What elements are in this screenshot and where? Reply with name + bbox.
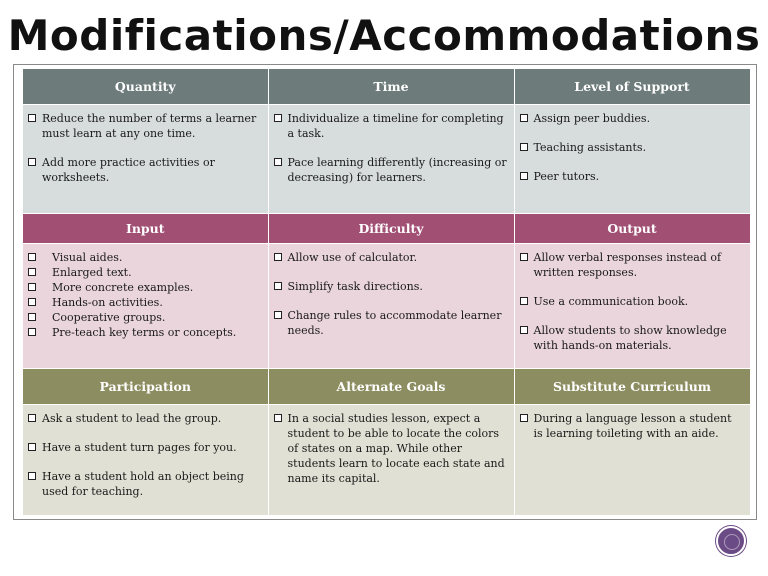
- header-alternate-goals: Alternate Goals: [268, 369, 514, 405]
- list-item: Simplify task directions.: [274, 279, 508, 294]
- cell-difficulty: [268, 244, 514, 369]
- list-item: Add more practice activities or worksheets.: [28, 155, 262, 185]
- list-item: Have a student hold an object being used for teaching.: [28, 469, 262, 499]
- list-item: Have a student turn pages for you.: [28, 440, 262, 455]
- table-row: [23, 405, 750, 516]
- list-item: Individualize a timeline for completing a task.: [274, 111, 508, 141]
- list-item: Pre-teach key terms or concepts.: [28, 325, 262, 340]
- list-item: Reduce the number of terms a learner must learn at any one time.: [28, 111, 262, 141]
- cell-output: [514, 244, 750, 369]
- header-level-of-support: Level of Support: [514, 69, 750, 105]
- header-row: [23, 369, 750, 405]
- list-item: Visual aides.: [28, 250, 262, 265]
- list-item: Allow verbal responses instead of written responses.: [520, 250, 744, 280]
- accommodations-table: [23, 69, 751, 516]
- cell-alternate-goals: [268, 405, 514, 516]
- list-item: Cooperative groups.: [28, 310, 262, 325]
- list-item: Ask a student to lead the group.: [28, 411, 262, 426]
- list-item: Assign peer buddies.: [520, 111, 744, 126]
- cell-level-of-support: [514, 105, 750, 214]
- list-item: During a language lesson a student is learning toileting with an aide.: [520, 411, 744, 441]
- header-row: [23, 69, 750, 105]
- header-row: [23, 214, 750, 244]
- cell-quantity: [23, 105, 268, 214]
- cell-substitute-curriculum: [514, 405, 750, 516]
- header-time: Time: [268, 69, 514, 105]
- header-difficulty: Difficulty: [268, 214, 514, 244]
- slide-nav-button[interactable]: [716, 526, 746, 556]
- list-item: Peer tutors.: [520, 169, 744, 184]
- list-item: Use a communication book.: [520, 294, 744, 309]
- cell-input: [23, 244, 268, 369]
- cell-participation: [23, 405, 268, 516]
- page-title: Modifications/Accommodations: [7, 11, 761, 60]
- list-item: Hands-on activities.: [28, 295, 262, 310]
- list-item: Allow students to show knowledge with hands-on materials.: [520, 323, 744, 353]
- header-quantity: Quantity: [23, 69, 268, 105]
- header-output: Output: [514, 214, 750, 244]
- list-item: In a social studies lesson, expect a student to be able to locate the colors of states on a map. While other students learn to locate each state and name its capital.: [274, 411, 508, 486]
- list-item: More concrete examples.: [28, 280, 262, 295]
- table-row: [23, 244, 750, 369]
- table-row: [23, 105, 750, 214]
- list-item: Allow use of calculator.: [274, 250, 508, 265]
- list-item: Change rules to accommodate learner needs.: [274, 308, 508, 338]
- list-item: Enlarged text.: [28, 265, 262, 280]
- cell-time: [268, 105, 514, 214]
- list-item: Teaching assistants.: [520, 140, 744, 155]
- header-substitute-curriculum: Substitute Curriculum: [514, 369, 750, 405]
- list-item: Pace learning differently (increasing or decreasing) for learners.: [274, 155, 508, 185]
- header-participation: Participation: [23, 369, 268, 405]
- header-input: Input: [23, 214, 268, 244]
- accommodations-table-frame: [13, 64, 757, 520]
